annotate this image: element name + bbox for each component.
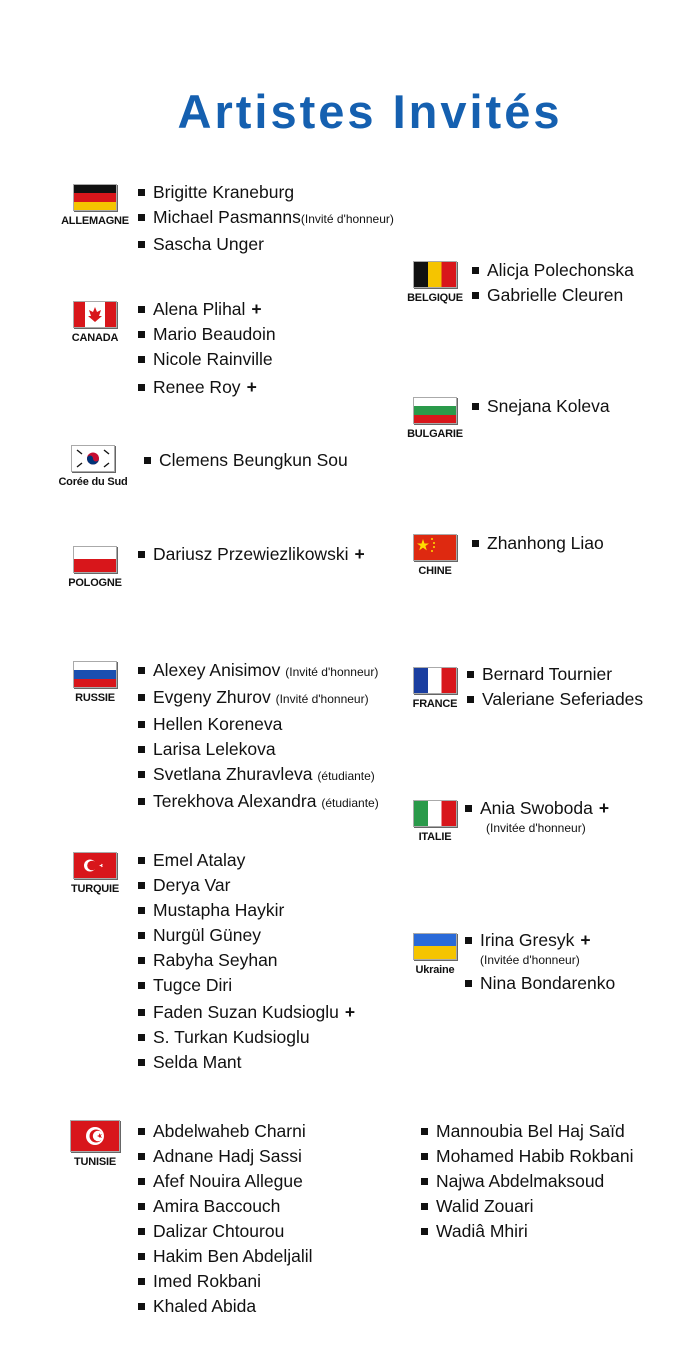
- list-item: Wadiâ Mhiri: [421, 1219, 633, 1244]
- list-item: Alicja Polechonska: [472, 258, 634, 283]
- list-item: Michael Pasmanns(Invité d'honneur): [138, 205, 394, 232]
- list-item: Imed Rokbani: [138, 1269, 313, 1294]
- list-item: Nicole Rainville: [138, 347, 276, 372]
- list-item: Najwa Abdelmaksoud: [421, 1169, 633, 1194]
- list-item: Tugce Diri: [138, 973, 355, 998]
- country-name: Ukraine: [415, 964, 455, 976]
- flag-turkey-icon: [73, 852, 117, 879]
- list-item: Afef Nouira Allegue: [138, 1169, 313, 1194]
- country-france: [399, 667, 471, 712]
- list-item: Bernard Tournier: [467, 662, 643, 687]
- list-item: Mannoubia Bel Haj Saïd: [421, 1119, 633, 1144]
- list-item: Larisa Lelekova: [138, 737, 379, 762]
- list-item: Renee Roy +: [138, 375, 276, 400]
- list-item: Mustapha Haykir: [138, 898, 355, 923]
- country-ukraine: [399, 933, 471, 978]
- artist-list-tunisia: [138, 1119, 313, 1319]
- list-item: Alena Plihal +: [138, 297, 276, 322]
- list-item: Mario Beaudoin: [138, 322, 276, 347]
- artist-list-italy: [465, 796, 609, 839]
- list-item: Nurgül Güney: [138, 923, 355, 948]
- flag-belgium-icon: [413, 261, 457, 288]
- country-name: TURQUIE: [70, 883, 120, 895]
- artist-list-ukraine: [465, 928, 615, 996]
- country-canada: [59, 301, 131, 346]
- list-item: Gabrielle Cleuren: [472, 283, 634, 308]
- country-name: ALLEMAGNE: [61, 215, 129, 227]
- flag-tunisia-icon: [70, 1120, 120, 1152]
- country-name: FRANCE: [412, 698, 458, 710]
- page-title: Artistes Invités: [177, 85, 563, 138]
- country-belgium: [399, 261, 471, 306]
- country-germany: [59, 184, 131, 229]
- list-item: Zhanhong Liao: [472, 531, 604, 556]
- list-item: Adnane Hadj Sassi: [138, 1144, 313, 1169]
- list-item: Mohamed Habib Rokbani: [421, 1144, 633, 1169]
- country-name: POLOGNE: [68, 577, 122, 589]
- list-item: Ania Swoboda +: [465, 796, 609, 821]
- list-item: Amira Baccouch: [138, 1194, 313, 1219]
- list-item: Alexey Anisimov (Invité d'honneur): [138, 658, 379, 685]
- list-item: Svetlana Zhuravleva (étudiante): [138, 762, 379, 789]
- artist-list-china: [472, 531, 604, 556]
- honor-note: (Invité d'honneur): [300, 212, 394, 226]
- artist-list-poland: [138, 542, 365, 567]
- list-item: Evgeny Zhurov (Invité d'honneur): [138, 685, 379, 712]
- list-item: Nina Bondarenko: [465, 971, 615, 996]
- artist-list-south-korea: [144, 448, 348, 473]
- list-item: Irina Gresyk +: [465, 928, 615, 953]
- list-item: Emel Atalay: [138, 848, 355, 873]
- country-name: RUSSIE: [75, 692, 115, 704]
- list-item: Faden Suzan Kudsioglu +: [138, 1000, 355, 1025]
- flag-south-korea-icon: [71, 445, 115, 472]
- list-item: Khaled Abida: [138, 1294, 313, 1319]
- list-item: Selda Mant: [138, 1050, 355, 1075]
- country-china: [399, 534, 471, 579]
- artist-list-canada: [138, 297, 276, 400]
- flag-russia-icon: [73, 661, 117, 688]
- list-item: Terekhova Alexandra (étudiante): [138, 789, 379, 816]
- list-item: Dalizar Chtourou: [138, 1219, 313, 1244]
- list-item: Abdelwaheb Charni: [138, 1119, 313, 1144]
- country-name: CHINE: [418, 565, 452, 577]
- country-italy: [399, 800, 471, 845]
- flag-canada-icon: [73, 301, 117, 328]
- flag-bulgaria-icon: [413, 397, 457, 424]
- country-name: TUNISIE: [74, 1156, 116, 1168]
- country-turkey: [59, 852, 131, 897]
- artist-list-russia: [138, 658, 379, 816]
- list-item: Sascha Unger: [138, 232, 394, 257]
- artist-list-tunisia-continued: [421, 1119, 633, 1244]
- list-item: Valeriane Seferiades: [467, 687, 643, 712]
- flag-china-icon: [413, 534, 457, 561]
- country-name: BULGARIE: [407, 428, 463, 440]
- country-bulgaria: [399, 397, 471, 442]
- list-item: Brigitte Kraneburg: [138, 180, 394, 205]
- country-poland: [59, 546, 131, 591]
- list-item: Clemens Beungkun Sou: [144, 448, 348, 473]
- country-russia: [59, 661, 131, 706]
- country-name: ITALIE: [418, 831, 452, 843]
- artist-list-turkey: [138, 848, 355, 1075]
- artist-list-france: [467, 662, 643, 712]
- honor-note: (Invitée d'honneur): [480, 953, 580, 967]
- list-item: Snejana Koleva: [472, 394, 610, 419]
- honor-note: (Invitée d'honneur): [486, 821, 586, 835]
- flag-germany-icon: [73, 184, 117, 211]
- artist-list-belgium: [472, 258, 634, 308]
- list-item: Hakim Ben Abdeljalil: [138, 1244, 313, 1269]
- artist-list-germany: [138, 180, 394, 257]
- country-tunisia: [59, 1120, 131, 1170]
- country-south-korea: [57, 445, 129, 490]
- list-item: Derya Var: [138, 873, 355, 898]
- country-name: BELGIQUE: [407, 292, 463, 304]
- country-name: CANADA: [71, 332, 119, 344]
- flag-italy-icon: [413, 800, 457, 827]
- list-item: Dariusz Przewiezlikowski +: [138, 542, 365, 567]
- list-item: S. Turkan Kudsioglu: [138, 1025, 355, 1050]
- flag-ukraine-icon: [413, 933, 457, 960]
- artist-list-bulgaria: [472, 394, 610, 419]
- country-name: Corée du Sud: [58, 476, 128, 488]
- list-item: Walid Zouari: [421, 1194, 633, 1219]
- flag-france-icon: [413, 667, 457, 694]
- list-item: Rabyha Seyhan: [138, 948, 355, 973]
- flag-poland-icon: [73, 546, 117, 573]
- list-item: Hellen Koreneva: [138, 712, 379, 737]
